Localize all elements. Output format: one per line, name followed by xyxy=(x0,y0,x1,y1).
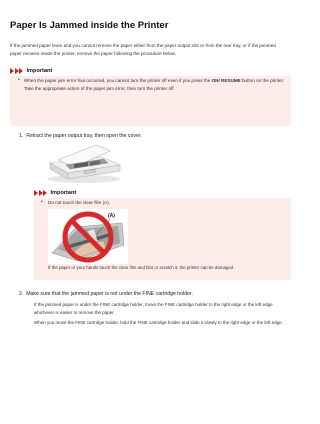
important-text-2: Do not touch the clear film (A). xyxy=(48,200,111,205)
important-arrows-icon xyxy=(34,190,48,196)
key-label: ON/ RESUME xyxy=(211,78,241,83)
important-arrows-icon xyxy=(10,68,24,74)
step-2-paragraph-2: When you move the FINE cartridge holder, hold the FINE cartridge holder and slide it slowly to the right edge or the left edge. xyxy=(34,320,283,325)
important-text: When the paper jam error has occurred, you cannot turn the printer off even if you press the ON/ RESUME button on the printer. Take the appropriate action of the paper jam error, then turn the printer off. xyxy=(24,78,285,91)
intro-paragraph: If the jammed paper tears and you cannot remove the paper either from the paper output slot or from the rear tray, or if the jammed paper remains inside the printer, remove the paper following the procedure below. xyxy=(10,43,276,56)
important-heading xyxy=(10,66,52,75)
printer-open-cover-illustration xyxy=(44,141,124,185)
step-2: 2. Make sure that the jammed paper is not under the FINE cartridge holder. xyxy=(19,291,193,297)
page-title: Paper Is Jammed inside the Printer xyxy=(10,20,169,31)
important-label: Important xyxy=(26,67,53,74)
bullet-dot: • xyxy=(41,199,43,205)
important-label: Important xyxy=(50,189,77,196)
important-box-2 xyxy=(34,198,291,280)
step-1: 1. Retract the paper output tray, then open the cover. xyxy=(19,133,142,139)
bullet-dot: • xyxy=(18,77,20,83)
important-note-2: If the paper or your hands touch the clear film and blot or scratch it, the printer can be damaged. xyxy=(48,265,235,270)
step-2-paragraph-1: If the jammed paper is under the FINE cartridge holder, move the FINE cartridge holder to the right edge or the left edge whichever is easier to remove the paper. xyxy=(34,302,273,315)
callout-a-label: (A) xyxy=(108,213,115,219)
do-not-touch-film-illustration xyxy=(48,209,128,264)
important-heading-2 xyxy=(34,188,76,197)
important-box xyxy=(10,76,291,126)
